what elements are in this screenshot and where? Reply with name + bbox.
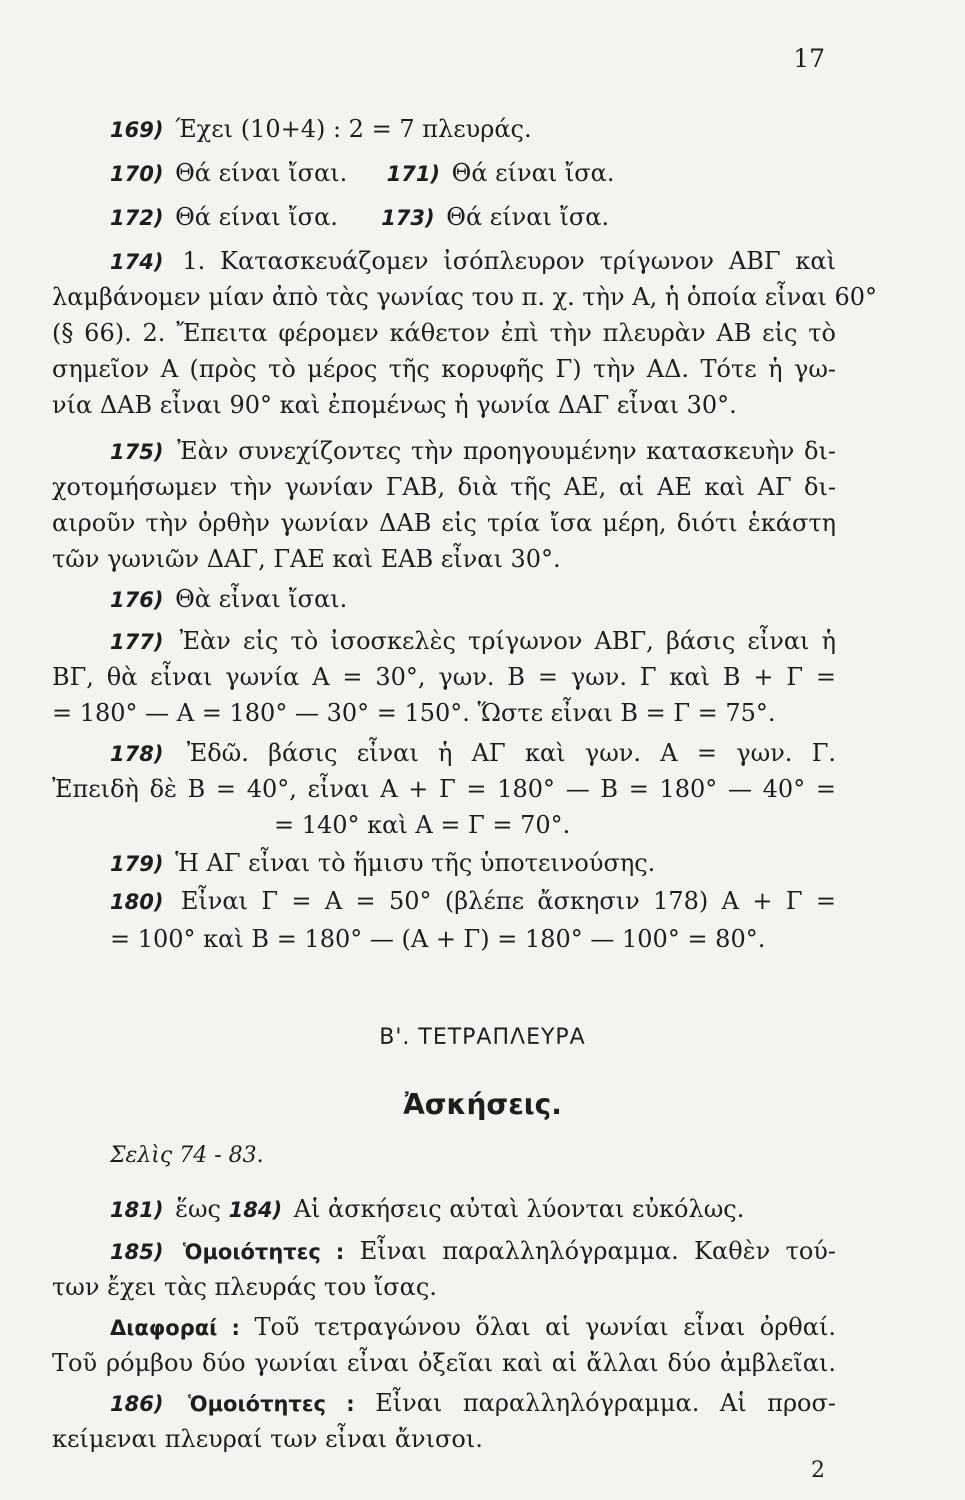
line [52, 388, 836, 422]
line-text: = 100° καὶ Β = 180° — (Α + Γ) = 180° — 100° = 80°. [110, 925, 766, 953]
exercise-number: 181) [110, 1198, 164, 1222]
line-174 [52, 244, 836, 278]
line-text: Έχει (10+4) : 2 = 7 πλευράς. [175, 115, 532, 143]
line-text: Θὰ εἶναι ἴσαι. [175, 585, 348, 613]
line [52, 280, 878, 314]
line-text: Ἡ ΑΓ εἶναι τὸ ἥμισυ τῆς ὑποτεινούσης. [175, 849, 656, 877]
line-text: χοτομήσωμεν τὴν γωνίαν ΓΑΒ, διὰ τῆς ΑΕ, αἱ ΑΕ καὶ ΑΓ δι- [52, 473, 836, 501]
line [52, 696, 836, 730]
exercise-number: 171) [386, 162, 441, 186]
line-185 [52, 1234, 836, 1268]
line-text: ἕως [175, 1195, 221, 1223]
line-text: κείμεναι πλευραί των εἶναι ἄνισοι. [52, 1425, 483, 1453]
line [52, 660, 836, 694]
line-text: = 140° καὶ Α = Γ = 70°. [274, 811, 571, 839]
line-text: Εἶναι παραλληλόγραμμα. Αἱ προσ- [375, 1389, 837, 1417]
line-text: νία ΔΑΒ εἶναι 90° καὶ ἐπομένως ἡ γωνία ΔΑΓ εἶναι 30°. [52, 391, 737, 419]
line-differences [52, 1310, 836, 1344]
line-text: Τοῦ ρόμβου δύο γωνίαι εἶναι ὀξεῖαι καὶ αἱ ἄλλαι δύο ἀμβλεῖαι. [52, 1349, 836, 1377]
line [52, 352, 836, 386]
exercise-number: 169) [110, 118, 164, 142]
exercise-number: 173) [381, 206, 435, 230]
line-text: τῶν γωνιῶν ΔΑΓ, ΓΑΕ καὶ ΕΑΒ εἶναι 30°. [52, 545, 561, 573]
bold-label: Ὁμοιότητες : [182, 1240, 345, 1264]
line-178 [52, 736, 836, 770]
line-text: Τοῦ τετραγώνου ὅλαι αἱ γωνίαι εἶναι ὀρθαί. [254, 1313, 836, 1341]
exercise-number: 177) [110, 630, 164, 654]
line-text: = 180° — Α = 180° — 30° = 150°. Ὥστε εἶναι Β = Γ = 75°. [52, 699, 776, 727]
section-title: Β'. ΤΕΤΡΑΠΛΕΥΡΑ [379, 1025, 586, 1050]
line-180 [52, 884, 836, 918]
line-169 [52, 112, 836, 146]
line-text: Εἶναι παραλληλόγραμμα. Καθὲν τού- [359, 1237, 836, 1265]
line-text: Θά είναι ἴσα. [175, 203, 338, 231]
bold-label: Διαφοραί : [110, 1316, 240, 1340]
line [52, 316, 836, 350]
line-text: Αἱ ἀσκήσεις αὐταὶ λύονται εὐκόλως. [293, 1195, 745, 1223]
line-179 [52, 846, 836, 880]
exercise-number: 174) [110, 250, 164, 274]
exercise-number: 178) [110, 742, 164, 766]
line-text: Θά είναι ἴσα. [451, 159, 615, 187]
exercise-number: 185) [110, 1240, 164, 1264]
subtitle: Ἀσκήσεις. [403, 1088, 562, 1121]
exercise-number: 176) [110, 588, 164, 612]
line-text: Ἐδῶ. βάσις εἶναι ἡ ΑΓ καὶ γων. Α = γων. Γ. [186, 739, 836, 767]
line-text: (§ 66). 2. Ἔπειτα φέρομεν κάθετον ἐπὶ τὴν πλευρὰν ΑΒ εἰς τὸ [52, 319, 836, 347]
line-text: 1. Κατασκευάζομεν ἰσόπλευρον τρίγωνον ΑΒΓ καὶ [182, 247, 836, 275]
line-text: λαμβάνομεν μίαν ἀπὸ τὰς γωνίας του π. χ. τὴν Α, ἡ ὁποία εἶναι 60° [52, 283, 878, 311]
line-text: σημεῖον Α (πρὸς τὸ μέρος τῆς κορυφῆς Γ) τὴν ΑΔ. Τότε ἡ γω- [52, 355, 836, 383]
exercise-number: 179) [110, 852, 164, 876]
exercise-number: 180) [110, 890, 164, 914]
line-text: των ἔχει τὰς πλευράς του ἴσας. [52, 1273, 437, 1301]
line-text: Εἶναι Γ = Α = 50° (βλέπε ἄσκησιν 178) Α + Γ = [180, 887, 836, 915]
line-176 [52, 582, 836, 616]
line [52, 542, 836, 576]
exercise-number: 175) [110, 440, 164, 464]
line [52, 1346, 836, 1380]
page-number: 17 [793, 44, 825, 73]
line-175 [52, 434, 836, 468]
line [52, 506, 836, 540]
line-text: Θά είναι ἴσαι. [175, 159, 348, 187]
line [52, 1422, 836, 1456]
line-text: Θά είναι ἴσα. [446, 203, 610, 231]
line-text: Ἐὰν εἰς τὸ ἰσοσκελὲς τρίγωνον ΑΒΓ, βάσις εἶναι ἡ [179, 627, 836, 655]
line-186 [52, 1386, 836, 1420]
footer-signature-number: 2 [811, 1458, 825, 1483]
line-text: αιροῦν τὴν ὀρθὴν γωνίαν ΔΑΒ εἰς τρία ἴσα μέρη, διότι ἑκάστη [52, 509, 836, 537]
line-170-171 [52, 156, 836, 190]
bold-label: Ὁμοιότητες : [188, 1392, 355, 1416]
exercise-number: 170) [110, 162, 164, 186]
line-text: Ἐπειδὴ δὲ Β = 40°, εἶναι Α + Γ = 180° — Β = 180° — 40° = [52, 775, 836, 803]
line-177 [52, 624, 836, 658]
line [52, 808, 836, 842]
pages-reference: Σελὶς 74 - 83. [110, 1143, 264, 1168]
line-text: ΒΓ, θὰ εἶναι γωνία Α = 30°, γων. Β = γων. Γ καὶ Β + Γ = [52, 663, 836, 691]
line [52, 922, 836, 956]
exercise-number: 172) [110, 206, 164, 230]
line [52, 470, 836, 504]
line-181-184 [52, 1192, 836, 1226]
line-172-173 [52, 200, 836, 234]
exercise-number: 184) [228, 1198, 283, 1222]
line [52, 772, 836, 806]
exercise-number: 186) [110, 1392, 164, 1416]
line [52, 1270, 836, 1304]
line-text: Ἐὰν συνεχίζοντες τὴν προηγουμένην κατασκευὴν δι- [177, 437, 836, 465]
